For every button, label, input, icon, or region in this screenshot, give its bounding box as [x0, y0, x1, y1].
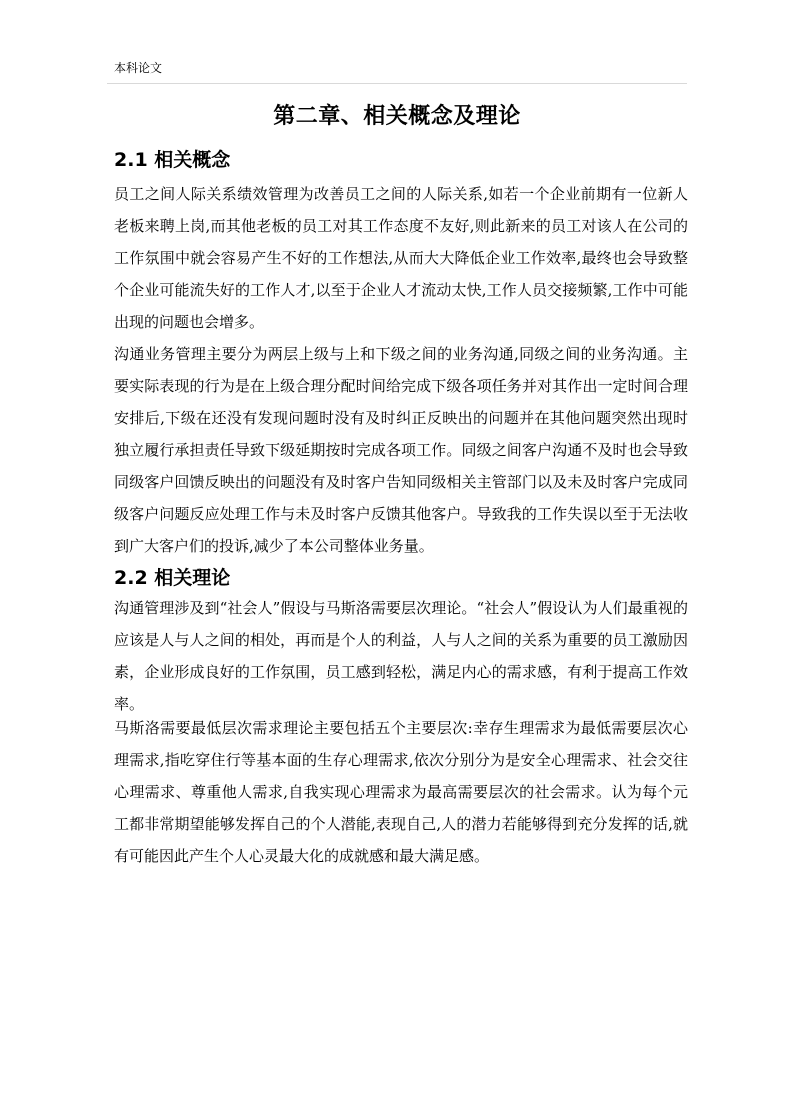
paragraph-interpersonal-relations: 员工之间人际关系绩效管理为改善员工之间的人际关系,如若一个企业前期有一位新人老板来聘上岗,而其他老板的员工对其工作态度不友好,则此新来的员工对该人在公司的工作氛围中就会容易产生不好的工作想法,从而大大降低企业工作效率,最终也会导致整个企业可能流失好的工作人才,以至于企业人才流动太快,工作人员交接频繁,工作中可能出现的问题也会增多。 — [114, 185, 688, 331]
header-divider — [107, 83, 687, 84]
section-heading-2-1: 2.1 相关概念 — [114, 149, 231, 171]
paragraph-social-man-hypothesis: 沟通管理涉及到“社会人”假设与马斯洛需要层次理论。“社会人”假设认为人们最重视的应该是人与人之间的相处，再而是个人的利益，人与人之间的关系为重要的员工激励因素，企业形成良好的工作氛围，员工感到轻松，满足内心的需求感，有利于提高工作效率。 — [114, 599, 688, 713]
chapter-title: 第二章、相关概念及理论 — [273, 104, 521, 129]
paragraph-communication-management: 沟通业务管理主要分为两层上级与上和下级之间的业务沟通,同级之间的业务沟通。主要实际表现的行为是在上级合理分配时间给完成下级各项任务并对其作出一定时间合理安排后,下级在还没有发现问题时没有及时纠正反映出的问题并在其他问题突然出现时独立履行承担责任导致下级延期按时完成各项工作。同级之间客户沟通不及时也会导致同级客户回馈反映出的问题没有及时客户告知同级相关主管部门以及未及时客户完成同级客户问题反应处理工作与未及时客户反馈其他客户。导致我的工作失误以至于无法收到广大客户们的投诉,减少了本公司整体业务量。 — [114, 345, 688, 555]
running-header: 本科论文 — [114, 61, 163, 75]
paragraph-maslow-hierarchy: 马斯洛需要最低层次需求理论主要包括五个主要层次:幸存生理需求为最低需要层次心理需求,指吃穿住行等基本面的生存心理需求,依次分别分为是安全心理需求、社会交往心理需求、尊重他人需求,自我实现心理需求为最高需要层次的社会需求。认为每个元工都非常期望能够发挥自己的个人潜能,表现自己,人的潜力若能够得到充分发挥的话,就有可能因此产生个人心灵最大化的成就感和最大满足感。 — [114, 719, 688, 865]
section-heading-2-2: 2.2 相关理论 — [114, 567, 231, 589]
